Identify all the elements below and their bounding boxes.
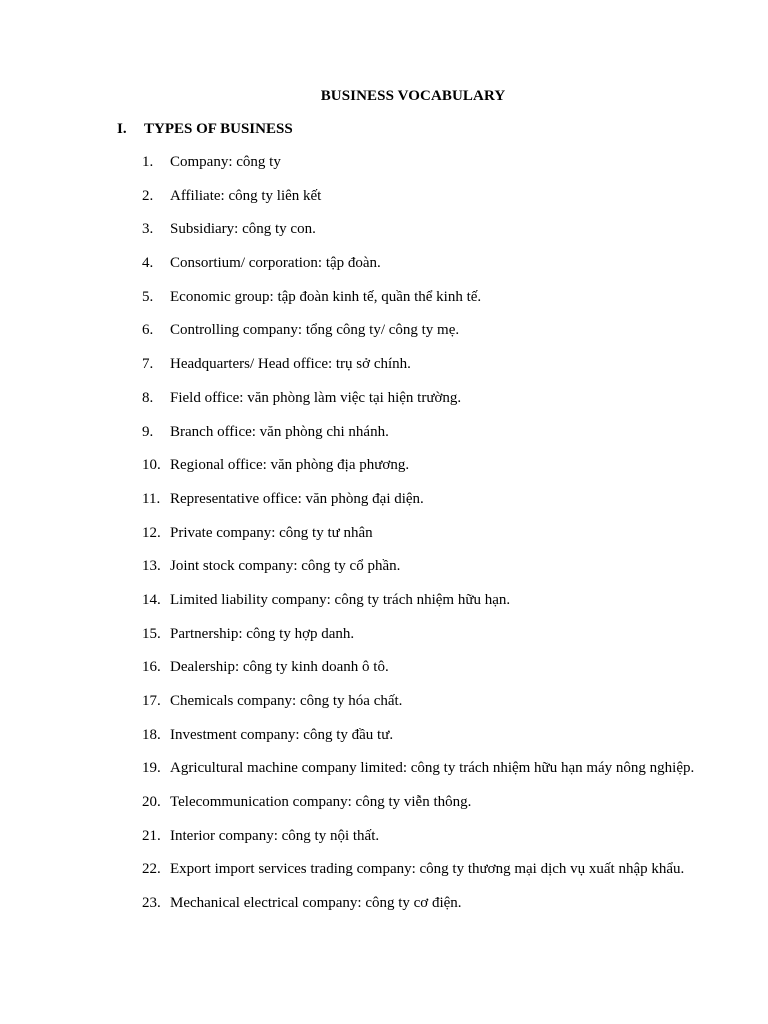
item-text: Export import services trading company: công ty thương mại dịch vụ xuất nhập khẩu. <box>170 861 685 878</box>
list-item <box>142 390 708 407</box>
list-item <box>142 255 708 272</box>
list-item <box>142 727 708 744</box>
list-item <box>142 491 708 508</box>
list-item <box>142 626 708 643</box>
list-item <box>142 221 708 238</box>
item-text: Investment company: công ty đầu tư. <box>170 726 394 743</box>
section-title: TYPES OF BUSINESS <box>144 121 293 137</box>
list-item <box>142 760 708 777</box>
list-item <box>142 289 708 306</box>
item-number: 9. <box>142 423 154 440</box>
item-text: Agricultural machine company limited: công ty trách nhiệm hữu hạn máy nông nghiệp. <box>170 760 695 777</box>
section-heading <box>117 120 293 138</box>
item-text: Partnership: công ty hợp danh. <box>170 625 355 642</box>
item-text: Affiliate: công ty liên kết <box>170 187 322 204</box>
item-text: Limited liability company: công ty trách nhiệm hữu hạn. <box>170 591 511 608</box>
item-text: Consortium/ corporation: tập đoàn. <box>170 255 381 272</box>
item-number: 6. <box>142 322 154 339</box>
item-number: 4. <box>142 255 154 272</box>
list-item <box>142 457 708 474</box>
item-text: Subsidiary: công ty con. <box>170 221 316 238</box>
list-item <box>142 322 708 339</box>
list-item <box>142 592 708 609</box>
item-number: 7. <box>142 356 154 373</box>
item-text: Telecommunication company: công ty viễn thông. <box>170 794 472 811</box>
list-item <box>142 525 708 542</box>
item-number: 8. <box>142 389 154 406</box>
list-item <box>142 659 708 676</box>
item-number: 5. <box>142 288 154 305</box>
item-text: Dealership: công ty kinh doanh ô tô. <box>170 659 389 676</box>
item-number: 10. <box>142 457 161 474</box>
item-text: Joint stock company: công ty cổ phần. <box>170 558 401 575</box>
item-number: 18. <box>142 726 161 743</box>
list-item <box>142 558 708 575</box>
document-title: BUSINESS VOCABULARY <box>320 88 506 104</box>
list-item <box>142 895 708 912</box>
item-number: 20. <box>142 794 161 811</box>
item-number: 21. <box>142 827 161 844</box>
item-number: 11. <box>142 490 161 507</box>
item-number: 23. <box>142 895 161 912</box>
item-text: Headquarters/ Head office: trụ sở chính. <box>170 356 411 373</box>
list-item <box>142 828 708 845</box>
item-text: Branch office: văn phòng chi nhánh. <box>170 423 389 440</box>
item-text: Field office: văn phòng làm việc tại hiện trường. <box>170 389 462 406</box>
item-text: Representative office: văn phòng đại diện. <box>170 490 424 507</box>
item-text: Company: công ty <box>170 154 281 170</box>
list-item <box>142 861 708 878</box>
item-number: 16. <box>142 659 161 676</box>
item-number: 13. <box>142 558 161 575</box>
item-number: 12. <box>142 524 161 541</box>
item-text: Private company: công ty tư nhân <box>170 524 373 541</box>
list-item <box>142 356 708 373</box>
item-text: Mechanical electrical company: công ty cơ điện. <box>170 895 462 912</box>
vocabulary-list <box>142 154 708 929</box>
item-number: 17. <box>142 693 161 709</box>
item-number: 22. <box>142 861 161 878</box>
list-item <box>142 794 708 811</box>
section-number: I. <box>117 121 127 137</box>
list-item <box>142 154 708 171</box>
item-text: Interior company: công ty nội thất. <box>170 827 380 844</box>
item-number: 2. <box>142 187 154 204</box>
item-text: Controlling company: tổng công ty/ công ty mẹ. <box>170 322 460 339</box>
item-number: 14. <box>142 591 161 608</box>
item-number: 1. <box>142 154 154 170</box>
list-item <box>142 424 708 441</box>
item-text: Economic group: tập đoàn kinh tế, quần thể kinh tế. <box>170 288 482 305</box>
item-number: 15. <box>142 625 161 642</box>
item-text: Regional office: văn phòng địa phương. <box>170 457 410 474</box>
item-text: Chemicals company: công ty hóa chất. <box>170 693 403 709</box>
item-number: 3. <box>142 221 154 238</box>
item-number: 19. <box>142 760 161 777</box>
list-item <box>142 693 708 710</box>
list-item <box>142 188 708 205</box>
